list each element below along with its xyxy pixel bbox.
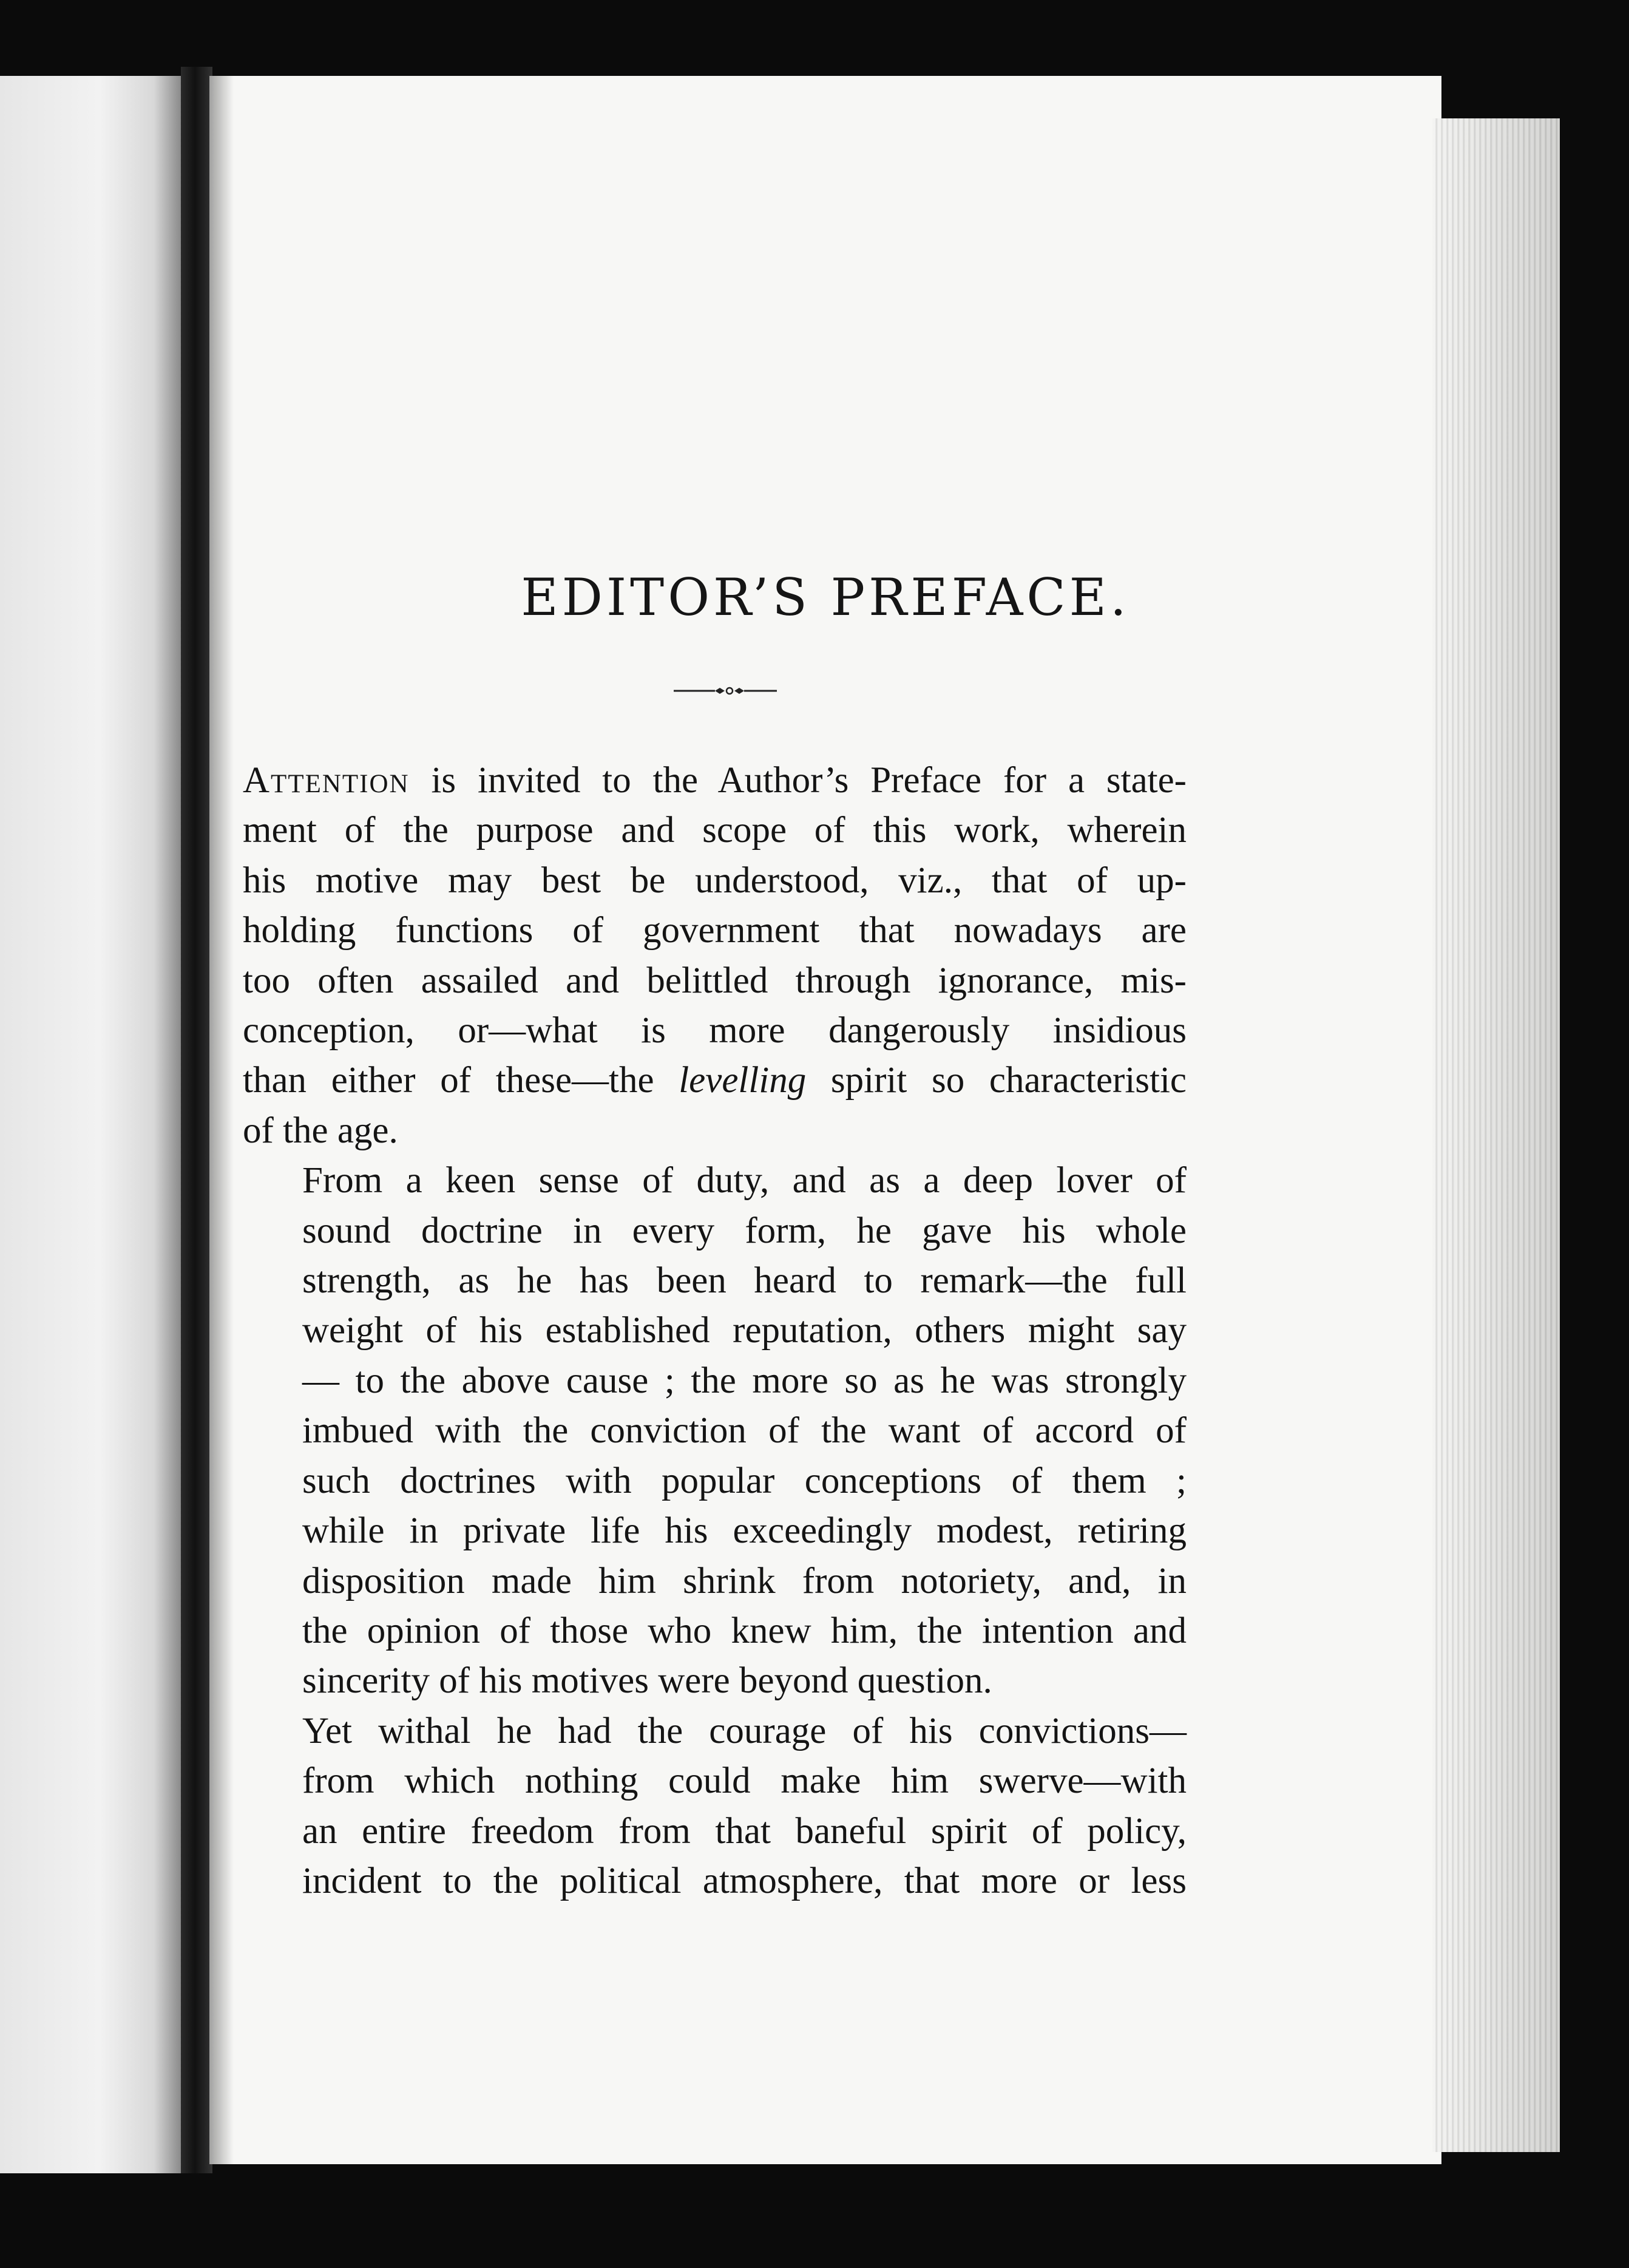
text-line: his motive may best be understood, viz., that of up- [243,860,1187,901]
ornament-divider-icon [674,685,777,697]
book-gutter [181,67,212,2173]
page-title: EDITOR’S PREFACE. [521,568,1130,627]
text-line: weight of his established reputation, others might say [302,1310,1187,1351]
text-line: From a keen sense of duty, and as a deep lover of [302,1160,1187,1201]
text-line: Attention is invited to the Author’s Preface for a state- [243,760,1187,801]
italic-word: levelling [679,1060,807,1101]
text-line: holding functions of government that nowadays are [243,910,1187,951]
text-line: incident to the political atmosphere, that more or less [302,1860,1187,1901]
text-line: Yet withal he had the courage of his convictions— [302,1710,1187,1751]
text-line: an entire freedom from that baneful spirit of policy, [302,1810,1187,1852]
paragraph-2 [243,1156,1187,1706]
text-line: strength, as he has been heard to remark—the full [302,1260,1187,1302]
text-line: — to the above cause ; the more so as he was strongly [302,1360,1187,1401]
text-line: ment of the purpose and scope of this work, wherein [243,810,1187,851]
page-edge-shadow [209,76,234,2164]
text-line: sound doctrine in every form, he gave his whole [302,1210,1187,1251]
text-line: sincerity of his motives were beyond question. [302,1660,992,1702]
paragraph-3 [243,1706,1187,1907]
text-line: disposition made him shrink from notoriety, and, in [302,1560,1187,1601]
lead-word: Attention [243,760,410,801]
text-line: of the age. [243,1110,398,1151]
text-line: too often assailed and belittled through ignorance, mis- [243,960,1187,1001]
text-line: the opinion of those who knew him, the intention and [302,1610,1187,1651]
left-facing-page [0,76,181,2173]
text-line: while in private life his exceedingly modest, retiring [302,1510,1187,1552]
text-line: such doctrines with popular conceptions of them ; [302,1460,1187,1501]
page-stack-shade [1432,118,1560,2152]
text-line: conception, or—what is more dangerously insidious [243,1010,1187,1051]
text-line: from which nothing could make him swerve—with [302,1760,1187,1802]
text-line: imbued with the conviction of the want of accord of [302,1410,1187,1451]
body-text [243,756,1187,1906]
text-line: than either of these—the levelling spirit so characteristic [243,1060,1187,1101]
paragraph-1 [243,756,1187,1156]
